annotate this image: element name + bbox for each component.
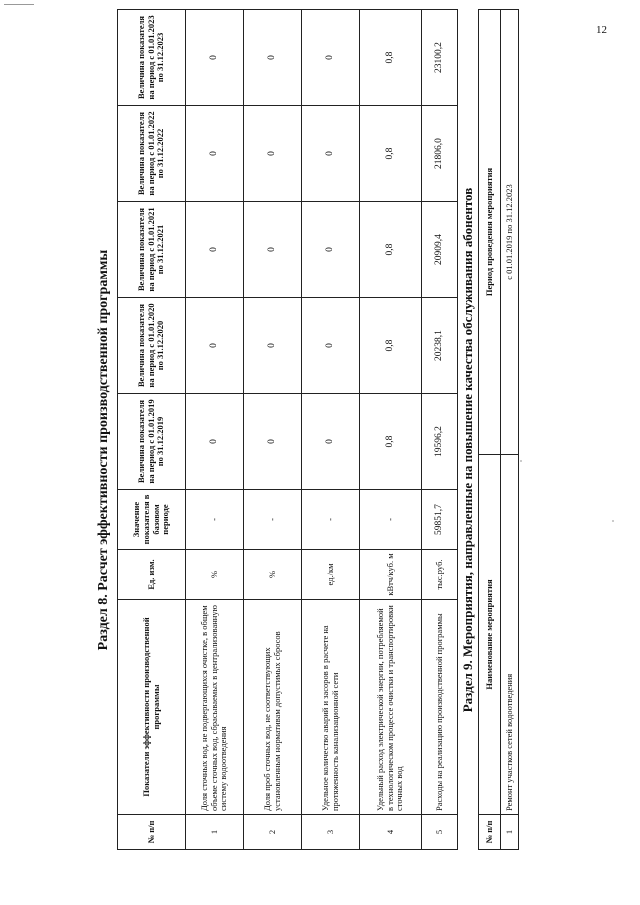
header-num: № п/п [118, 815, 186, 850]
header-2020: Величина показателя на период с 01.01.2020 по 31.12.2020 [118, 298, 186, 394]
row-base: - [302, 490, 360, 550]
row-value-2020: 0 [302, 298, 360, 394]
header-unit: Ед. изм. [118, 550, 186, 600]
row-value-2019: 0,8 [360, 394, 422, 490]
row-num: 4 [360, 815, 422, 850]
table-row [186, 10, 244, 850]
row-indicator: Расходы на реализацию производственной программы [422, 600, 458, 815]
row-base: - [360, 490, 422, 550]
row-value-2023: 0 [244, 10, 302, 106]
row-num: 1 [186, 815, 244, 850]
row-base: - [186, 490, 244, 550]
row-unit: тыс.руб. [422, 550, 458, 600]
row-unit: кВтч/куб. м [360, 550, 422, 600]
row-value-2019: 0 [186, 394, 244, 490]
row-value-2019: 0 [244, 394, 302, 490]
row-value-2020: 20238,1 [422, 298, 458, 394]
row-value-2021: 0,8 [360, 202, 422, 298]
row-value-2022: 0 [302, 106, 360, 202]
section8-title: Раздел 8. Расчет эффективности производственной программы [96, 249, 111, 651]
page-number: 12 [596, 24, 607, 36]
section9-title: Раздел 9. Мероприятия, направленные на повышение качества обслуживания абонентов [460, 187, 475, 713]
row-value-2022: 0 [244, 106, 302, 202]
row-activity-period: с 01.01.2019 по 31.12.2023 [501, 10, 519, 455]
row-value-2022: 0,8 [360, 106, 422, 202]
table-row [422, 10, 458, 850]
header-activity-period: Период проведения мероприятия [479, 10, 501, 455]
row-value-2019: 0 [302, 394, 360, 490]
header-num: № п/п [479, 815, 501, 850]
row-value-2021: 0 [302, 202, 360, 298]
row-indicator: Доля проб сточных вод, не соответствующих установленным нормативам допустимых сбросов [244, 600, 302, 815]
activities-table [478, 9, 519, 850]
header-base: Значение показателя в базовом периоде [118, 490, 186, 550]
row-num: 2 [244, 815, 302, 850]
row-unit: % [244, 550, 302, 600]
table-row [360, 10, 422, 850]
row-base: 59851,7 [422, 490, 458, 550]
rotated-landscape-content [20, 10, 620, 890]
header-2021: Величина показателя на период с 01.01.2021 по 31.12.2021 [118, 202, 186, 298]
row-value-2022: 0 [186, 106, 244, 202]
header-2023: Величина показателя на период с 01.01.2023 по 31.12.2023 [118, 10, 186, 106]
row-indicator: Удельный расход электрической энергии, потребляемой в технологическом процессе очистки и транспортировки сточных вод [360, 600, 422, 815]
row-value-2020: 0,8 [360, 298, 422, 394]
row-unit: ед./км [302, 550, 360, 600]
efficiency-table [117, 9, 458, 850]
scan-edge-mark [4, 4, 34, 5]
row-value-2023: 0,8 [360, 10, 422, 106]
header-activity-name: Наименование мероприятия [479, 455, 501, 815]
row-num: 5 [422, 815, 458, 850]
row-value-2021: 20909,4 [422, 202, 458, 298]
table-row [501, 10, 519, 850]
row-unit: % [186, 550, 244, 600]
row-value-2021: 0 [244, 202, 302, 298]
table-header-row [118, 10, 186, 850]
row-value-2022: 21806,0 [422, 106, 458, 202]
header-indicator: Показатели эффективности производственной программы [118, 600, 186, 815]
row-activity-name: Ремонт участков сетей водоотведения [501, 455, 519, 815]
header-2019: Величина показателя на период с 01.01.2019 по 31.12.2019 [118, 394, 186, 490]
row-num: 1 [501, 815, 519, 850]
row-num: 3 [302, 815, 360, 850]
table-header-row [479, 10, 501, 850]
row-value-2020: 0 [186, 298, 244, 394]
row-value-2023: 23100,2 [422, 10, 458, 106]
row-indicator: Удельное количество аварий и засоров в расчете на протяженность канализационной сети [302, 600, 360, 815]
table-row [244, 10, 302, 850]
row-value-2023: 0 [186, 10, 244, 106]
row-value-2021: 0 [186, 202, 244, 298]
row-value-2023: 0 [302, 10, 360, 106]
table-row [302, 10, 360, 850]
row-indicator: Доля сточных вод, не подвергающихся очистке, в общем объеме сточных вод, сбрасываемых в централизованную систему водоотведения [186, 600, 244, 815]
row-value-2019: 19596,2 [422, 394, 458, 490]
header-2022: Величина показателя на период с 01.01.2022 по 31.12.2022 [118, 106, 186, 202]
row-base: - [244, 490, 302, 550]
row-value-2020: 0 [244, 298, 302, 394]
